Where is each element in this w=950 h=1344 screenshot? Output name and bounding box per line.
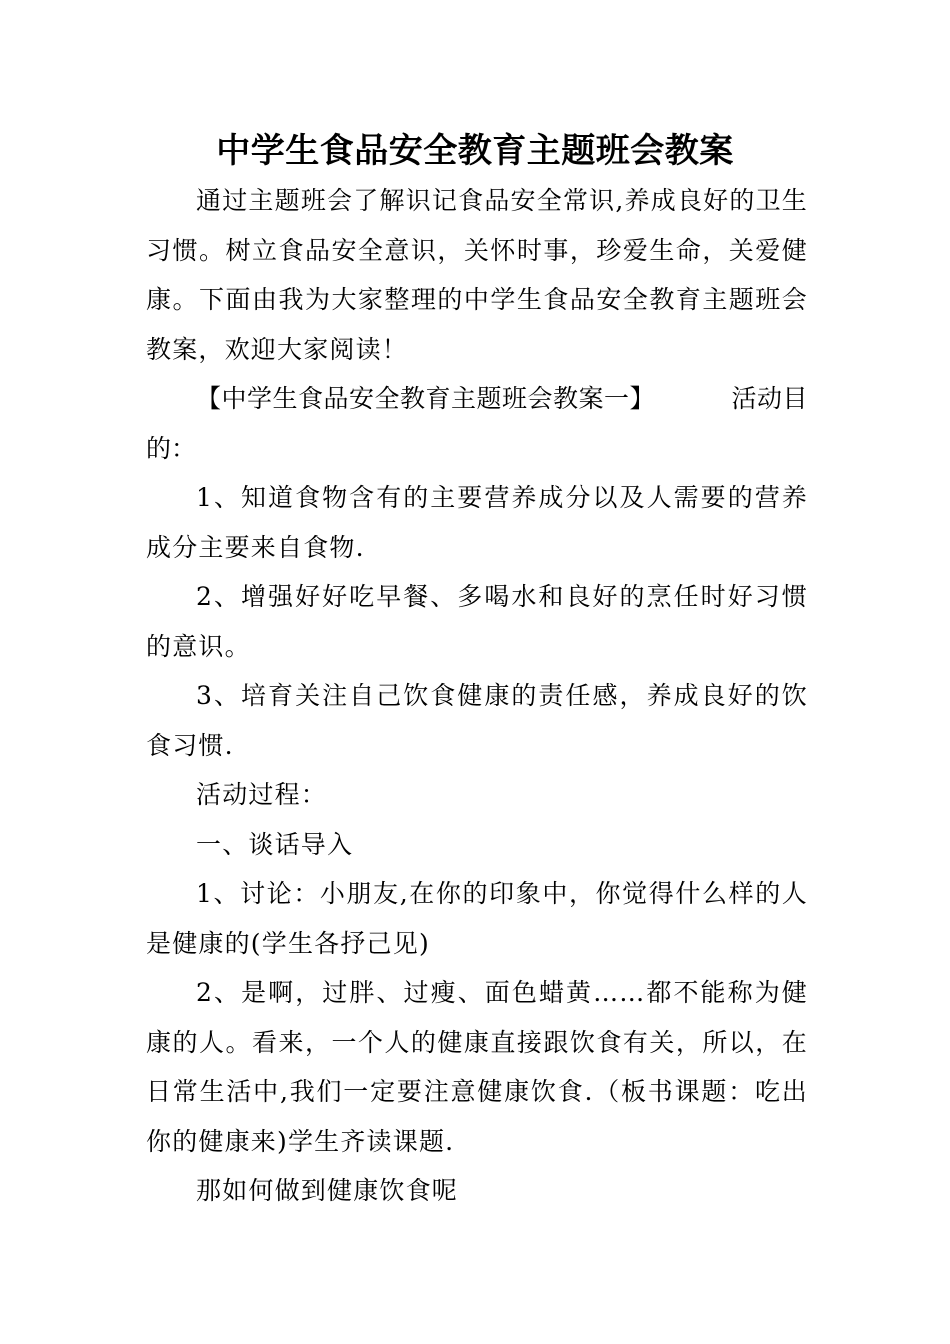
discussion-paragraph: 那如何做到健康饮食呢 [196,1176,459,1205]
goal-item: 2、增强好好吃早餐、多喝水和良好的烹任时好习惯的意识。 [146,582,808,661]
section-heading-tail: 活动目 [731,384,808,413]
document-title: 中学生食品安全教育主题班会教案 [216,131,734,171]
step-heading: 一、谈话导入 [196,829,354,859]
process-label: 活动过程： [196,780,328,809]
discussion-paragraph: 1、讨论：小朋友,在你的印象中，你觉得什么样的人是健康的(学生各抒己见) [146,879,808,958]
goal-item: 3、培育关注自己饮食健康的责任感，养成良好的饮食习惯. [146,681,808,760]
section-heading-line [146,374,808,424]
intro-paragraph: 通过主题班会了解识记食品安全常识,养成良好的卫生习惯。树立食品安全意识，关怀时事，珍爱生命，关爱健康。下面由我为大家整理的中学生食品安全教育主题班会教案，欢迎大家阅读！ [146,186,808,364]
document-body [146,176,808,1216]
section-heading: 【中学生食品安全教育主题班会教案一】 [196,384,656,413]
section-heading-continuation: 的： [146,433,197,463]
goal-item: 1、知道食物含有的主要营养成分以及人需要的营养成分主要来自食物. [146,483,808,562]
discussion-paragraph: 2、是啊，过胖、过瘦、面色蜡黄……都不能称为健康的人。看来，一个人的健康直接跟饮食有关，所以，在日常生活中,我们一定要注意健康饮食.（板书课题：吃出你的健康来)学生齐读课题. [146,978,808,1156]
